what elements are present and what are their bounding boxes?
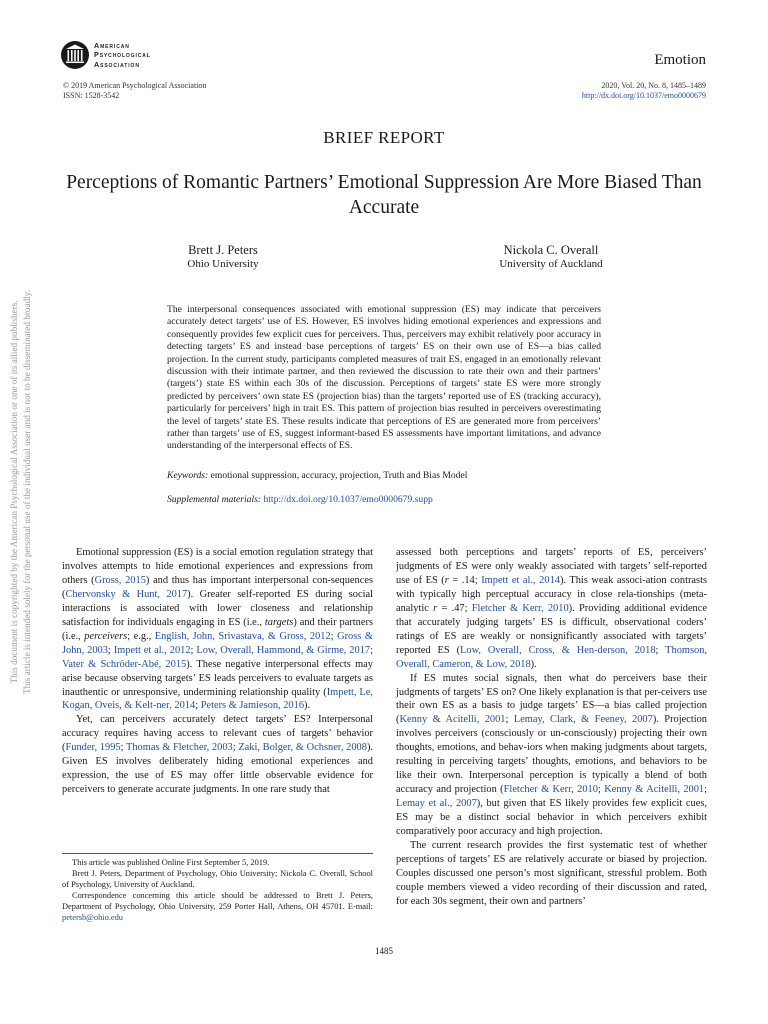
side-notice-line: This article is intended solely for the personal use of the individual user and is not to be disseminated broadly.	[22, 289, 32, 695]
citation-link[interactable]: Low, Overall, Hammond, & Girme, 2017	[196, 644, 371, 656]
footnote-published: This article was published Online First September 5, 2019.	[72, 858, 270, 867]
section-heading: BRIEF REPORT	[323, 128, 445, 147]
citation-link[interactable]: English, John, Srivastava, & Gross, 2012	[154, 630, 331, 642]
footnote-correspondence: Correspondence concerning this article should be addressed to Brett J. Peters, Department of Psychology, Ohio University, 259 Porter Hall, Athens, OH 45701. E-mail: petersb@ohio.edu	[62, 891, 373, 922]
copyright-line: © 2019 American Psychological Association	[63, 81, 207, 90]
keywords-text: emotional suppression, accuracy, projection, Truth and Bias Model	[210, 470, 468, 481]
citation-link[interactable]: Fletcher & Kerr, 2010	[503, 784, 598, 796]
doi-link[interactable]: http://dx.doi.org/10.1037/emo0000679	[581, 90, 706, 100]
keywords-label: Keywords:	[167, 470, 209, 481]
footnote-affiliations: Brett J. Peters, Department of Psychology, Ohio University; Nickola C. Overall, School of Psychology, University of Auckland.	[62, 869, 373, 889]
citation-link[interactable]: Impett, Le, Kogan, Oveis, & Kelt-ner, 2014	[62, 686, 373, 712]
publisher-line: American	[94, 41, 130, 50]
body-column-left	[62, 546, 373, 797]
author-block	[108, 243, 338, 271]
keywords	[167, 470, 601, 482]
citation-link[interactable]: Vater & Schröder-Abé, 2015	[62, 658, 187, 670]
citation-line: 2020, Vol. 20, No. 8, 1485–1489	[601, 81, 706, 90]
author-affiliation: University of Auckland	[499, 258, 603, 270]
citation-link[interactable]: Low, Overall, Cross, & Hen-derson, 2018	[460, 644, 656, 656]
page-number: 1485	[375, 946, 393, 956]
article-title: Perceptions of Romantic Partners’ Emotional Suppression Are More Biased Than Accurate	[66, 172, 702, 218]
issn-line: ISSN: 1528-3542	[63, 90, 120, 100]
footnotes	[62, 857, 373, 923]
body-column-right	[396, 546, 707, 909]
author-block	[436, 243, 666, 271]
supplemental-materials	[167, 494, 601, 506]
citation-link[interactable]: Kenny & Acitelli, 2001	[399, 714, 506, 726]
author-affiliation: Ohio University	[187, 258, 259, 270]
paragraph: The current research provides the first systematic test of whether perceptions of targets’ ES are relatively accurate or biased by projection. Couples discussed one person’s most significant, stressful problem. Both couple members viewed a video recording of their discussion and rated, for each 30s segment, their own and partners’	[396, 840, 707, 907]
copyright-block	[63, 81, 206, 100]
footnote-divider	[62, 853, 373, 854]
citation-link[interactable]: Peters & Jamieson, 2016	[200, 700, 305, 712]
abstract: The interpersonal consequences associated with emotional suppression (ES) may indicate that perceivers accurately detect targets’ use of ES. However, ES involves hiding emotional experiences and expressions and consequently provides few explicit cues for perceivers. Thus, perceivers may exhibit relatively poor accuracy in detecting targets’ ES and instead base perceptions of targets’ ES on their own use of ES—a bias called projection. In the current study, participants completed measures of trait ES, engaged in an emotionally relevant discussion with their intimate partner, and then reviewed the discussion to rate their own and their partners’ (targets’) state ES within each 30s of the discussion. Perceptions of targets’ state ES were more strongly predicted by perceivers’ own state ES (projection bias) than the targets’ reported use of ES (tracking accuracy), particularly for perceivers’ high in trait ES. This pattern of projection bias resulted in perceivers overestimating the level of targets’ state ES. These results indicate that perceptions of ES are generated more from perceivers’ rather than targets’ use of ES, suggest informant-based ES assessments have important limitations, and advance understanding of the interpersonal effects of ES.	[167, 304, 601, 452]
side-notice-line: This document is copyrighted by the American Psychological Association or one of its allied publishers.	[9, 300, 19, 684]
citation-link[interactable]: Zaki, Bolger, & Ochsner, 2008	[238, 742, 367, 754]
citation-link[interactable]: Gross & John, 2003	[62, 630, 373, 656]
citation-link[interactable]: Chervonsky & Hunt, 2017	[65, 588, 188, 600]
paragraph: If ES mutes social signals, then what do perceivers base their judgments of targets’ ES on? One likely explanation is that per-ceivers use their own ES as a basis to judge targets’ ES—a bias called projection (Kenny & Acitelli, 2001; Lemay, Clark, & Feeney, 2007). Projection involves perceivers (consciously or un-consciously) projecting their own thoughts, emotions, and behav-iors when making judgments about targets, resulting in perceiving targets’ thoughts, emotions, and behaviors to be like their own. Interpersonal perception is typically a blend of both accuracy and projection (Fletcher & Kerr, 2010; Kenny & Acitelli, 2001; Lemay et al., 2007), but given that ES likely provides few explicit cues, ES may be a distinct social behavior in which perceivers exhibit comparatively poor accuracy and high projection.	[396, 672, 708, 838]
apa-emblem-icon	[60, 40, 90, 70]
email-link[interactable]: petersb@ohio.edu	[62, 913, 123, 922]
citation-link[interactable]: Funder, 1995	[65, 742, 121, 754]
citation-link[interactable]: Gross, 2015	[94, 574, 146, 586]
supplemental-label: Supplemental materials:	[167, 494, 262, 505]
paragraph: assessed both perceptions and targets’ reports of ES, perceivers’ judgments of ES were only weakly associated with targets’ self-reported use of ES (r = .14; Impett et al., 2014). This weak associ-ation contrasts with typically high perceptual accuracy in close rela-tionships (meta-analytic r = .47; Fletcher & Kerr, 2010). Providing additional evidence that accurately judging targets’ ES is difficult, observational coders’ ratings of ES are weakly or nonsignificantly associated with targets’ reported ES (Low, Overall, Cross, & Hen-derson, 2018; Thomson, Overall, Cameron, & Low, 2018).	[396, 547, 708, 670]
apa-logo	[60, 40, 230, 74]
citation-link[interactable]: Thomas & Fletcher, 2003	[126, 742, 233, 754]
author-name: Brett J. Peters	[188, 243, 258, 257]
supplemental-link[interactable]: http://dx.doi.org/10.1037/emo0000679.supp	[263, 494, 433, 505]
journal-name: Emotion	[654, 52, 706, 68]
citation-link[interactable]: Kenny & Acitelli, 2001	[604, 784, 705, 796]
citation-block	[582, 81, 706, 100]
citation-link[interactable]: Impett et al., 2012	[113, 644, 191, 656]
publisher-line: Association	[94, 59, 140, 69]
paragraph: Emotional suppression (ES) is a social emotion regulation strategy that involves attempts to hide emotional experiences and expressions from others (Gross, 2015) and thus has important interpersonal con-sequences (Chervonsky & Hunt, 2017). Greater self-reported ES during social interactions is associated with lower closeness and relationship satisfaction for individuals engaging in ES (i.e., targets) and their partners (i.e., perceivers; e.g., English, John, Srivastava, & Gross, 2012; Gross & John, 2003; Impett et al., 2012; Low, Overall, Hammond, & Girme, 2017; Vater & Schröder-Abé, 2015). These negative interpersonal effects may arise because observing targets’ ES leads perceivers to evaluate targets as inauthentic or unresponsive, undermining relationship quality (Impett, Le, Kogan, Oveis, & Kelt-ner, 2014; Peters & Jamieson, 2016).	[62, 547, 373, 712]
citation-link[interactable]: Lemay et al., 2007	[396, 798, 477, 810]
citation-link[interactable]: Fletcher & Kerr, 2010	[471, 602, 569, 614]
author-name: Nickola C. Overall	[503, 243, 599, 257]
citation-link[interactable]: Lemay, Clark, & Feeney, 2007	[513, 714, 653, 726]
paragraph: Yet, can perceivers accurately detect targets’ ES? Interpersonal accuracy requires having access to relevant cues of targets’ behavior (Funder, 1995; Thomas & Fletcher, 2003; Zaki, Bolger, & Ochsner, 2008). Given ES involves deliberately hiding emotional experiences and expression, the use of ES may offer little observable evidence for perceivers to generate accurate judgments. In one rare study that	[62, 714, 374, 796]
publisher-line: Psychological	[94, 50, 151, 60]
citation-link[interactable]: Thomson, Overall, Cameron, & Low, 2018	[396, 644, 708, 670]
citation-link[interactable]: Impett et al., 2014	[481, 574, 560, 586]
publisher-name	[94, 41, 151, 69]
copyright-side-notice	[8, 285, 50, 699]
